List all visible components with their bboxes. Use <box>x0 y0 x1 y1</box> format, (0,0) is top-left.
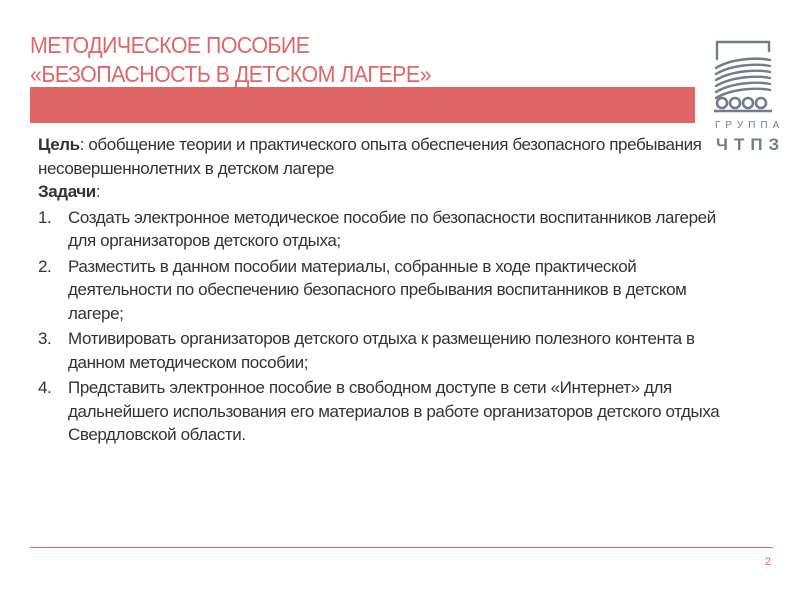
task-number: 3. <box>38 329 52 348</box>
task-number: 2. <box>38 256 52 276</box>
title-accent-bar <box>30 87 695 123</box>
task-text: Разместить в данном пособии материалы, собранные в ходе практической деятельности по обеспечению безопасного пребывания воспитанников в детском лагере; <box>68 256 687 323</box>
slide-title-line-1: МЕТОДИЧЕСКОЕ ПОСОБИЕ <box>30 32 310 58</box>
goal-paragraph <box>38 133 738 180</box>
task-number: 1. <box>38 207 52 227</box>
goal-text: : обобщение теории и практического опыта обеспечения безопасного пребывания несовершеннолетних в детском лагере <box>38 135 702 178</box>
tasks-heading <box>38 180 738 204</box>
logo-text-brand: ЧТПЗ <box>716 135 786 154</box>
goal-label: Цель <box>38 135 80 154</box>
task-number: 4. <box>38 378 52 397</box>
chtpz-logo-icon <box>710 36 776 116</box>
page-number: 2 <box>764 556 771 568</box>
task-item <box>38 206 738 253</box>
task-item <box>38 255 738 326</box>
tasks-colon: : <box>95 182 101 201</box>
slide-body <box>38 133 738 449</box>
task-text: Создать электронное методическое пособие по безопасности воспитанников лагерей для организаторов детского отдыха; <box>68 207 716 250</box>
slide-title <box>30 31 431 89</box>
tasks-list <box>38 206 738 447</box>
tasks-label: Задачи <box>38 182 96 201</box>
task-text: Мотивировать организаторов детского отдыха к размещению полезного контента в данном методическом пособии; <box>68 329 695 372</box>
logo-text-group: ГРУППА <box>715 120 785 131</box>
task-item <box>38 376 738 447</box>
task-text: Представить электронное пособие в свободном доступе в сети «Интернет» для дальнейшего использования его материалов в работе организаторов детского отдыха Свердловской области. <box>68 378 720 444</box>
task-item <box>38 327 738 374</box>
slide-title-line-2: «БЕЗОПАСНОСТЬ В ДЕТСКОМ ЛАГЕРЕ» <box>30 61 431 87</box>
footer-divider <box>30 547 773 548</box>
